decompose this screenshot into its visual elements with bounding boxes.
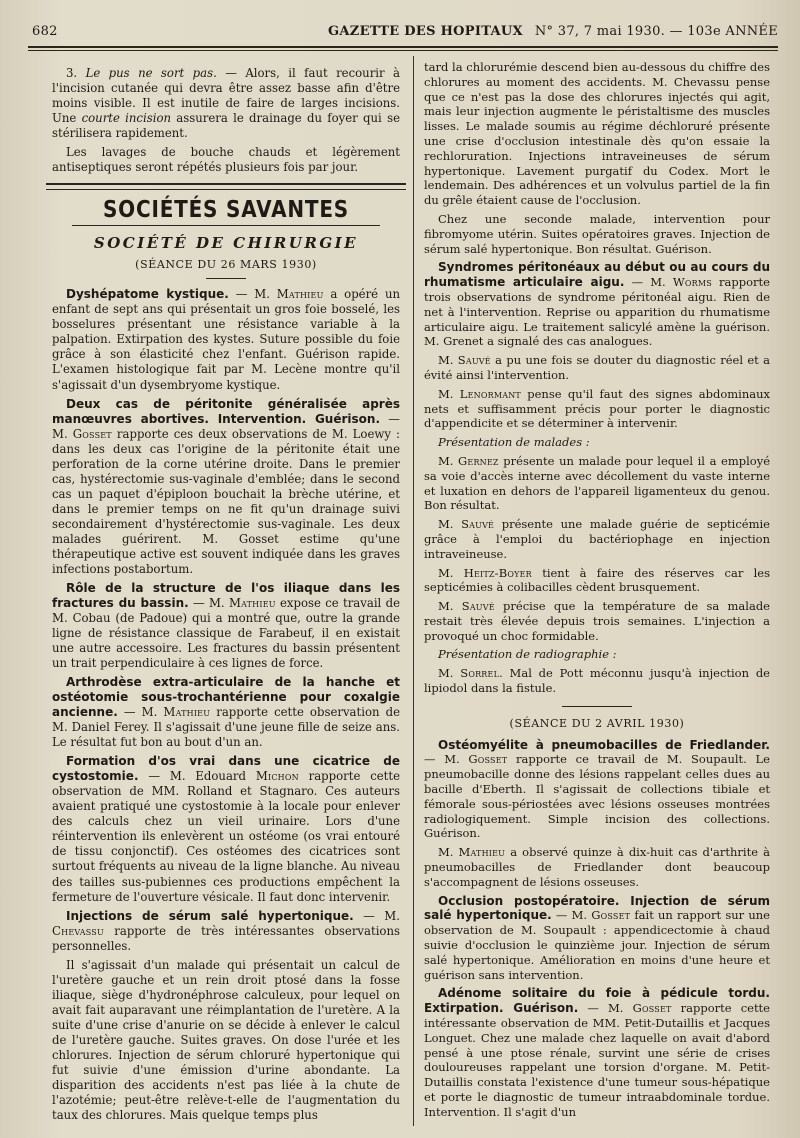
journal-name: GAZETTE DES HOPITAUX (328, 24, 523, 39)
issue-info: N° 37, 7 mai 1930. — 103e ANNÉE (534, 24, 778, 39)
remark-sauve-2: M. Sauvé présente une malade guérie de septicémie grâce à l'emploi du bactériophage en injection intraveineuse. (424, 517, 770, 561)
remark-sauve-1: M. Sauvé a pu une fois se douter du diagnostic réel et a évité ainsi l'intervention. (424, 353, 770, 382)
page-number: 682 (32, 24, 58, 39)
short-divider (206, 278, 246, 279)
section-rule (46, 183, 406, 190)
remark-mathieu-osteo: M. Mathieu a observé quinze à dix-huit cas d'arthrite à pneumobacilles de Friedlander dont beaucoup s'accompagnent de lésions osseuses. (424, 845, 770, 889)
intro-paragraph-1: 3. Le pus ne sort pas. — Alors, il faut recourir à l'incision cutanée qui devra être assez basse afin d'être moins visible. Il est inutile de faire de larges incisions. Une courte incision assurera le drainage du foyer qui se stérilisera rapidement. (52, 66, 400, 141)
session-divider (562, 706, 632, 707)
presentation-malades-heading: Présentation de malades : (438, 435, 590, 450)
article-peritonite: Deux cas de péritonite généralisée après manœuvres abortives. Intervention. Guérison. — M. Gosset rapporte ces deux observations de M. Loewy : dans les deux cas l'origine de la péritonite était une perforation de la corne utérine droite. Dans le premier cas, hystérectomie sus-vaginale d'emblée; dans le second cas un paquet d'épiploon bouchait la brèche utérine, et dans le premier temps on ne fit qu'un drainage suivi secondairement d'hystérectomie sus-vaginale. Les deux malades guérirent. M. Gosset estime qu'une thérapeutique active est souvent indiquée dans les graves infections postabortum. (52, 396, 400, 576)
seance-date-2: (SÉANCE DU 2 AVRIL 1930) (509, 716, 685, 730)
article-syndromes: Syndromes péritonéaux au début ou au cours du rhumatisme articulaire aigu. — M. Worms rapporte trois observations de syndrome péritonéal aigu. Rien de net à l'intervention. Reprise ou apparition du rhumatisme articulaire aigu. Le traitement salicylé amène la guérison. M. Grenet a signalé des cas analogues. (424, 260, 770, 349)
header-rule (28, 46, 778, 48)
article-serum-sale: Injections de sérum salé hypertonique. — M. Chevassu rapporte de très intéressantes observations personnelles. (52, 908, 400, 953)
header-rule-thin (28, 50, 778, 51)
remark-sauve-3: M. Sauvé précise que la température de sa malade restait très élevée depuis trois semaines. L'injection a provoqué un choc formidable. (424, 599, 770, 643)
continuation-paragraph: tard la chlorurémie descend bien au-dessous du chiffre des chlorures au moment des accidents. M. Chevassu pense que ce n'est pas la dose des chlorures injectés qui agit, mais leur injection augmente le péristaltisme des muscles lisses. Le malade soumis au régime déchloruré présente une crise d'occlusion intestinale dès qu'on essaie la rechloruration. Injections intraveineuses de sérum hypertonique. Lavement purgatif du Codex. Mort le lendemain. Des adhérences et un volvulus partiel de la fin du grêle étaient cause de l'occlusion. (424, 60, 770, 208)
article-occlusion: Occlusion postopératoire. Injection de sérum salé hypertonique. — M. Gosset fait un rapport sur une observation de M. Soupault : appendicectomie à chaud suivie d'occlusion le quinzième jour. Injection de sérum salé hypertonique. Amélioration en moins d'une heure et guérison sans intervention. (424, 893, 770, 982)
remark-lenormant: M. Lenormant pense qu'il faut des signes abdominaux nets et suffisamment précis pour porter le diagnostic d'appendicite et se déterminer à intervenir. (424, 386, 770, 431)
seance-date: (SÉANCE DU 26 MARS 1930) (135, 258, 317, 272)
article-dyshepatome: Dyshépatome kystique. — M. Mathieu a opéré un enfant de sept ans qui présentait un gros foie bosselé, les bosselures présentant une résistance variable à la palpation. Extirpation des kystes. Suture possible du foie grâce à son élasticité chez l'enfant. Guérison rapide. L'examen histologique fait par M. Lecène montre qu'il s'agissait d'un dysembryome kystique. (52, 287, 400, 392)
second-patient-paragraph: Chez une seconde malade, intervention pour fibromyome utérin. Suites opératoires graves. Injection de sérum salé hypertonique. Bon résultat. Guérison. (424, 211, 770, 256)
right-column (424, 60, 770, 1124)
remark-sorrel: M. Sorrel. Mal de Pott méconnu jusqu'à injection de lipiodol dans la fistule. (424, 666, 770, 696)
remark-heitz-boyer: M. Heitz-Boyer tient à faire des réserves car les septicémies à colibacilles cèdent brusquement. (424, 565, 770, 595)
left-column (52, 66, 400, 1127)
article-osteomyelite: Ostéomyélite à pneumobacilles de Friedlander. — M. Gosset rapporte ce travail de M. Soupault. Le pneumobacille donne des lésions rappelant celles dues au bacille d'Eberth. Il s'agissait de collections tibiale et fémorale sous-périostées avec lésions osseuses montrées radiologiquement. Simple incision des collections. Guérison. (424, 737, 770, 841)
society-title: SOCIÉTÉ DE CHIRURGIE (93, 234, 359, 253)
running-header (28, 24, 778, 44)
column-divider (413, 56, 414, 1126)
section-title: SOCIÉTÉS SAVANTES (102, 195, 350, 223)
article-adenome: Adénome solitaire du foie à pédicule tordu. Extirpation. Guérison. — M. Gosset rapporte cette intéressante observation de MM. Petit-Dutaillis et Jacques Longuet. Chez une malade chez laquelle on avait d'abord pensé à une ptose rénale, survint une série de crises douloureuses rappelant une torsion d'organe. M. Petit-Dutaillis constata l'existence d'une tumeur sous-hépatique et porte le diagnostic de tumeur intraabdominale tordue. Intervention. Il s'agit d'un (424, 986, 770, 1119)
article-serum-sale-continued: Il s'agissait d'un malade qui présentait un calcul de l'uretère gauche et un rein droit ptosé dans la fosse iliaque, siège d'hydronéphrose calculeux, pour lequel on avait fait auparavant une réimplantation de l'uretère. A la suite d'une crise d'anurie on se décide à enlever le calcul de l'uretère gauche. Suites graves. On dose l'urée et les chlorures. Injection de sérum chloruré hypertonique qui fut suivie d'une émission d'urine abondante. La disparition des accidents n'est pas liée à la chute de l'azotémie; peut-être relève-t-elle de l'augmentation du taux des chlorures. Mais quelque temps plus (52, 957, 400, 1122)
presentation-radio-heading: Présentation de radiographie : (438, 647, 617, 662)
article-arthrodese: Arthrodèse extra-articulaire de la hanche et ostéotomie sous-trochantérienne pour coxalgie ancienne. — M. Mathieu rapporte cette observation de M. Daniel Ferey. Il s'agissait d'une jeune fille de seize ans. Le résultat fut bon au bout d'un an. (52, 675, 401, 750)
intro-paragraph-2: Les lavages de bouche chauds et légèrement antiseptiques seront répétés plusieurs fois par jour. (52, 145, 400, 175)
section-title-rule (72, 225, 380, 226)
article-os-iliaque: Rôle de la structure de l'os iliaque dans les fractures du bassin. — M. Mathieu expose ce travail de M. Cobau (de Padoue) qui a montré que, outre la grande ligne de résistance classique de Farabeuf, il en existait une autre accessoire. Les fractures du bassin présentent un trait perpendiculaire à ces lignes de force. (52, 580, 400, 671)
remark-gernez: M. Gernez présente un malade pour lequel il a employé sa voie d'accès interne avec décollement du vaste interne et luxation en dehors de l'appareil ligamenteux du genou. Bon résultat. (424, 453, 770, 513)
article-os-vrai: Formation d'os vrai dans une cicatrice de cystostomie. — M. Edouard Michon rapporte cette observation de MM. Rolland et Stagnaro. Ces auteurs avaient pratiqué une cystostomie à la locale pour enlever des calculs chez un vieil urinaire. Lors d'une réintervention ils enlevèrent un ostéome (os vrai entouré de tissu conjonctif). Ces ostéomes des cicatrices sont surtout fréquents au niveau de la ligne blanche. Au niveau des tailles sus-pubiennes ces productions empêchent la fermeture de l'ouverture vésicale. Il faut donc intervenir. (52, 754, 400, 904)
